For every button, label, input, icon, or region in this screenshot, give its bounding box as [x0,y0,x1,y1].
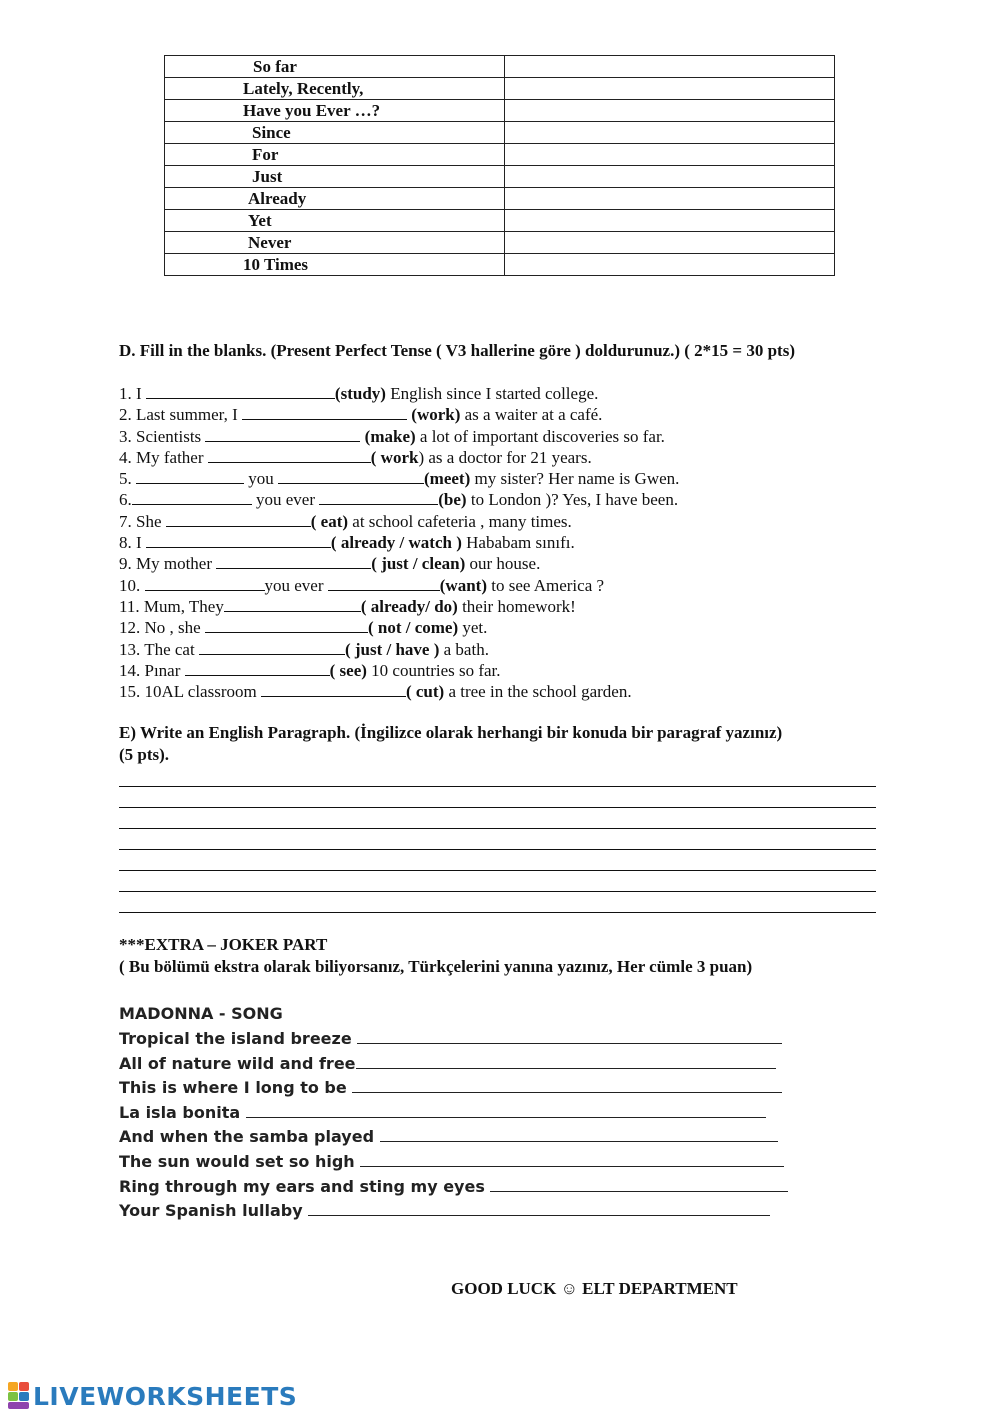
table-row [165,144,835,166]
table-keyword: Yet [248,211,272,230]
translation-blank[interactable] [380,1126,778,1142]
writing-line[interactable] [119,787,876,808]
answer-blank[interactable] [205,427,360,442]
table-row [165,254,835,276]
answer-blank[interactable] [224,597,361,612]
table-row [165,78,835,100]
translation-blank[interactable] [357,1028,782,1044]
lyric-text: Ring through my ears and sting my eyes [119,1176,491,1196]
verb-hint: (make) [360,426,416,446]
verb-hint: (want) [439,575,487,595]
table-row [165,166,835,188]
answer-cell[interactable] [505,210,835,232]
answer-blank[interactable] [216,554,371,569]
question-text: to see America ? [486,575,605,595]
song-title: MADONNA - SONG [119,1004,283,1023]
table-row [165,122,835,144]
answer-cell[interactable] [505,188,835,210]
question-7 [119,511,879,532]
song-lines [119,1027,788,1224]
translation-blank[interactable] [356,1053,776,1069]
song-line [119,1199,788,1224]
question-text: 5. [119,469,136,489]
verb-hint: ( not / come) [367,618,459,638]
verb-hint: ( eat) [310,511,349,531]
lyric-text: All of nature wild and free [119,1053,356,1073]
question-text: 9. My mother [119,554,217,574]
question-text: yet. [458,618,488,638]
question-text: 10 countries so far. [366,660,501,680]
section-e-heading: E) Write an English Paragraph. (İngilizce olarak herhangi bir konuda bir paragraf yazınız) [119,723,783,742]
question-text: 14. Pınar [119,660,185,680]
song-line [119,1125,788,1150]
extra-title: ***EXTRA – JOKER PART [119,935,328,954]
verb-hint: (study) [334,384,386,403]
lyric-text: Your Spanish lullaby [119,1201,309,1221]
answer-blank[interactable] [319,490,438,505]
question-text: 7. She [119,511,166,531]
table-keyword: For [252,145,279,164]
question-text: a lot of important discoveries so far. [415,426,665,446]
question-text: 15. 10AL classroom [119,682,261,702]
lyric-text: The sun would set so high [119,1151,361,1171]
table-keyword: Since [252,123,291,142]
question-2 [119,404,879,425]
question-text: 11. Mum, They [119,596,224,616]
table-keyword: 10 Times [243,255,309,274]
lyric-text: Tropical the island breeze [119,1029,358,1048]
table-keyword: Already [248,189,307,208]
answer-blank[interactable] [278,469,424,484]
answer-blank[interactable] [145,576,265,591]
answer-cell[interactable] [505,56,835,78]
writing-line[interactable] [119,850,876,871]
answer-blank[interactable] [261,682,406,697]
answer-blank[interactable] [328,576,440,591]
question-text: you ever [251,490,320,510]
question-text: my sister? Her name is Gwen. [470,469,680,489]
table-row [165,100,835,122]
liveworksheets-brand [8,1380,297,1412]
answer-blank[interactable] [146,384,335,399]
table-keyword: Just [252,167,283,186]
song-line [119,1027,788,1052]
question-14 [119,660,879,681]
answer-cell[interactable] [505,144,835,166]
table-keyword: Lately, Recently, [243,79,364,98]
lyric-text: And when the samba played [119,1127,380,1147]
answer-blank[interactable] [166,512,311,527]
footer-text: GOOD LUCK [451,1279,561,1298]
translation-blank[interactable] [308,1200,770,1216]
answer-blank[interactable] [208,448,371,463]
answer-cell[interactable] [505,166,835,188]
answer-blank[interactable] [205,618,368,633]
section-d-heading: D. Fill in the blanks. (Present Perfect Tense ( V3 hallerine göre ) doldurunuz.) ( 2*15 = 30 pts) [119,341,795,360]
writing-line[interactable] [119,808,876,829]
lyric-text: This is where I long to be [119,1078,353,1098]
table-keyword: Never [248,233,292,252]
song-line [119,1175,788,1200]
answer-blank[interactable] [146,533,331,548]
question-9 [119,553,879,574]
question-10 [119,575,879,596]
verb-hint: ( work [370,447,419,467]
question-11 [119,596,879,617]
answer-cell[interactable] [505,122,835,144]
liveworksheets-logo-icon [8,1382,30,1410]
section-e-points: (5 pts). [119,745,170,764]
answer-cell[interactable] [505,232,835,254]
question-3 [119,426,879,447]
question-text: at school cafeteria , many times. [348,511,572,531]
answer-blank[interactable] [185,661,330,676]
question-1 [119,383,879,404]
question-text: to London )? Yes, I have been. [466,490,679,510]
question-text: you [244,469,278,489]
song-line [119,1076,788,1101]
question-text: a tree in the school garden. [444,682,632,702]
paragraph-writing-area[interactable] [119,766,876,913]
question-text: a bath. [439,639,489,659]
song-line [119,1150,788,1175]
question-text: Hababam sınıfı. [461,533,575,553]
answer-blank[interactable] [242,405,407,420]
table-row [165,188,835,210]
question-text: ) as a doctor for 21 years. [418,447,592,467]
writing-line[interactable] [119,829,876,850]
answer-blank[interactable] [132,490,252,505]
question-5 [119,468,879,489]
footer-signoff [451,1279,738,1299]
question-text: 6. [119,490,132,510]
verb-hint: ( cut) [405,682,445,702]
verb-hint: (meet) [424,469,471,489]
answer-blank[interactable] [136,469,244,484]
question-text: 3. Scientists [119,426,206,446]
answer-cell[interactable] [505,100,835,122]
translation-blank[interactable] [360,1151,784,1167]
question-text: 12. No , she [119,618,205,638]
song-line [119,1052,788,1077]
keyword-table [164,55,835,276]
lyric-text: La isla bonita [119,1102,246,1122]
table-row [165,56,835,78]
translation-blank[interactable] [490,1176,788,1192]
table-row [165,232,835,254]
question-text: English since I started college. [385,384,599,403]
question-12 [119,617,879,638]
answer-cell[interactable] [505,78,835,100]
verb-hint: ( just / clean) [371,554,466,574]
question-text: 13. The cat [119,639,199,659]
question-text: you ever [264,575,328,595]
question-6 [119,489,879,510]
question-text: our house. [465,554,541,574]
verb-hint: ( just / have ) [344,639,440,659]
verb-hint: (work) [407,405,461,425]
question-text: as a waiter at a café. [460,405,603,425]
writing-line[interactable] [119,766,876,787]
answer-cell[interactable] [505,254,835,276]
writing-line[interactable] [119,871,876,892]
verb-hint: ( already/ do) [360,596,458,616]
question-15 [119,681,879,702]
question-text: 1. I [119,384,146,403]
question-13 [119,639,879,660]
question-4 [119,447,879,468]
footer-text: ELT DEPARTMENT [577,1279,738,1298]
table-row [165,210,835,232]
question-text: their homework! [457,596,576,616]
fill-blanks-list [119,383,879,702]
table-keyword: Have you Ever …? [243,101,381,120]
translation-blank[interactable] [246,1102,766,1118]
question-text: 10. [119,575,145,595]
table-keyword: So far [253,57,297,76]
question-text: 2. Last summer, I [119,405,243,425]
question-text: 4. My father [119,447,208,467]
translation-blank[interactable] [352,1077,782,1093]
verb-hint: ( already / watch ) [330,533,462,553]
question-8 [119,532,879,553]
verb-hint: (be) [438,490,467,510]
song-line [119,1101,788,1126]
answer-blank[interactable] [199,640,345,655]
verb-hint: ( see) [329,660,367,680]
extra-instruction: ( Bu bölümü ekstra olarak biliyorsanız, Türkçelerini yanına yazınız, Her cümle 3 puan) [119,957,753,976]
smiley-icon: ☺ [560,1279,578,1298]
writing-line[interactable] [119,892,876,913]
question-text: 8. I [119,533,146,553]
brand-name: LIVEWORKSHEETS [33,1381,298,1411]
